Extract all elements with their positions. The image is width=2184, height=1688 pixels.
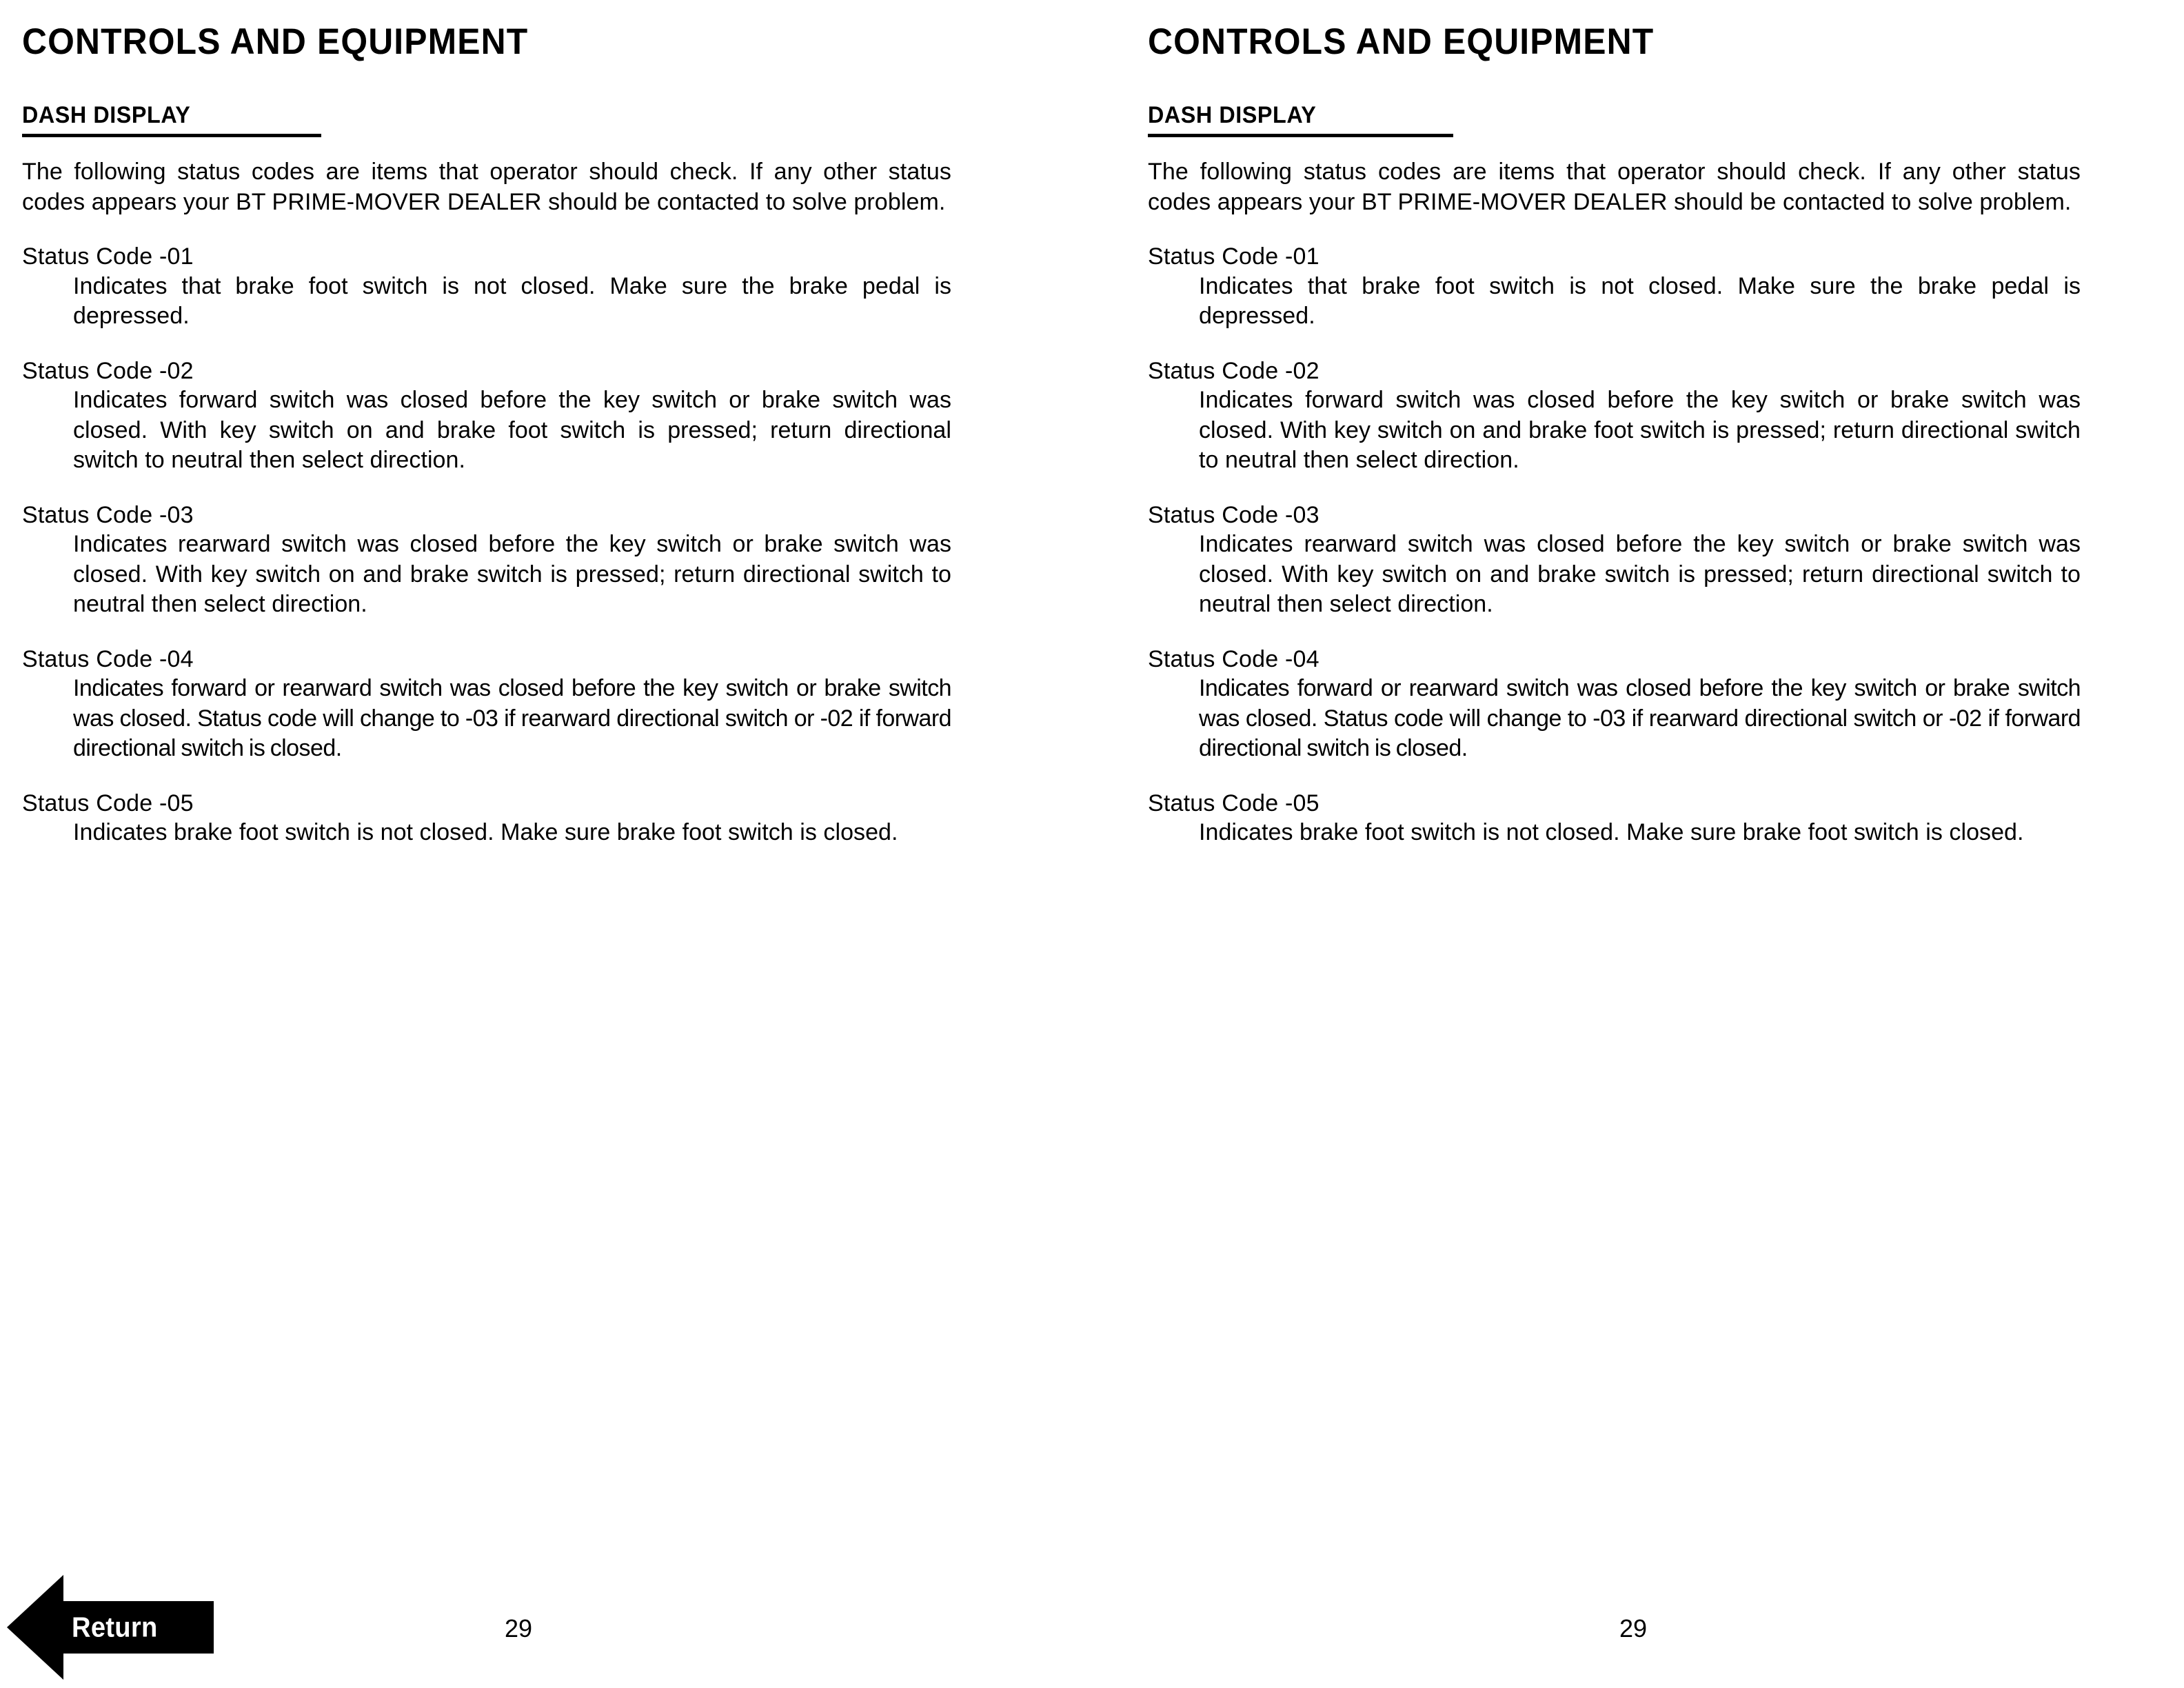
intro-paragraph: The following status codes are items that operator should check. If any other status codes appears your BT PRIME-MOVER DEALER should be contacted to solve problem.	[1148, 158, 2081, 215]
status-code-description: Indicates that brake foot switch is not closed. Make sure the brake pedal is depressed.	[1199, 272, 2081, 330]
status-code-entry	[22, 501, 951, 620]
status-code-description: Indicates rearward switch was closed before the key switch or brake switch was closed. With key switch on and brake switch is pressed; return directional switch to neutral then select direction.	[1199, 531, 2081, 618]
page-right-content	[1148, 0, 2081, 1688]
status-code-description: Indicates that brake foot switch is not closed. Make sure the brake pedal is depressed.	[73, 272, 951, 330]
status-code-description: Indicates forward or rearward switch was closed before the key switch or brake switch was closed. Status code will change to -03 if rearward directional switch or -02 if forward directional switch is closed.	[73, 675, 951, 762]
return-button-label: Return	[72, 1611, 158, 1643]
section-heading-rule	[22, 134, 321, 137]
section-heading-group	[1148, 103, 2081, 137]
status-code-title: Status Code -04	[1148, 645, 1320, 672]
status-code-list	[1148, 242, 2081, 848]
status-code-title: Status Code -01	[1148, 243, 1320, 270]
page-title: CONTROLS AND EQUIPMENT	[22, 21, 529, 62]
page-title: CONTROLS AND EQUIPMENT	[1148, 21, 1655, 62]
status-code-entry	[1148, 356, 2081, 476]
section-heading: DASH DISPLAY	[1148, 102, 1317, 129]
status-code-description: Indicates rearward switch was closed before the key switch or brake switch was closed. With key switch on and brake switch is pressed; return directional switch to neutral then select direction.	[73, 531, 951, 618]
section-heading-rule	[1148, 134, 1453, 137]
page-left-content	[22, 0, 951, 1688]
intro-paragraph: The following status codes are items that operator should check. If any other status codes appears your BT PRIME-MOVER DEALER should be contacted to solve problem.	[22, 158, 951, 215]
status-code-title: Status Code -04	[22, 645, 194, 672]
status-code-title: Status Code -05	[1148, 790, 1320, 816]
section-heading-group	[22, 103, 951, 137]
status-code-entry	[22, 356, 951, 476]
status-code-description: Indicates forward switch was closed before the key switch or brake switch was closed. With key switch on and brake foot switch is pressed; return directional switch to neutral then select direction.	[1199, 387, 2081, 474]
status-code-entry	[1148, 645, 2081, 764]
status-code-entry	[22, 789, 951, 848]
page-number: 29	[504, 1614, 533, 1642]
status-code-description: Indicates brake foot switch is not closed. Make sure brake foot switch is closed.	[1199, 819, 2024, 846]
status-code-title: Status Code -01	[22, 243, 194, 270]
status-code-entry	[1148, 789, 2081, 848]
return-button[interactable]	[7, 1575, 214, 1680]
status-code-title: Status Code -05	[22, 790, 194, 816]
status-code-description: Indicates forward or rearward switch was closed before the key switch or brake switch was closed. Status code will change to -03 if rearward directional switch or -02 if forward directional switch is closed.	[1199, 675, 2081, 762]
status-code-title: Status Code -03	[1148, 501, 1320, 528]
status-code-title: Status Code -02	[1148, 357, 1320, 384]
status-code-description: Indicates brake foot switch is not closed. Make sure brake foot switch is closed.	[73, 819, 898, 846]
page-right	[1103, 0, 2184, 1688]
page-number: 29	[1619, 1614, 1648, 1642]
status-code-entry	[22, 645, 951, 764]
status-code-title: Status Code -03	[22, 501, 194, 528]
section-heading: DASH DISPLAY	[22, 102, 191, 129]
status-code-title: Status Code -02	[22, 357, 194, 384]
status-code-entry	[1148, 242, 2081, 332]
left-arrow-icon	[7, 1575, 214, 1680]
status-code-description: Indicates forward switch was closed before the key switch or brake switch was closed. With key switch on and brake foot switch is pressed; return directional switch to neutral then select direction.	[73, 387, 951, 474]
status-code-entry	[1148, 501, 2081, 620]
status-code-list	[22, 242, 951, 848]
status-code-entry	[22, 242, 951, 332]
